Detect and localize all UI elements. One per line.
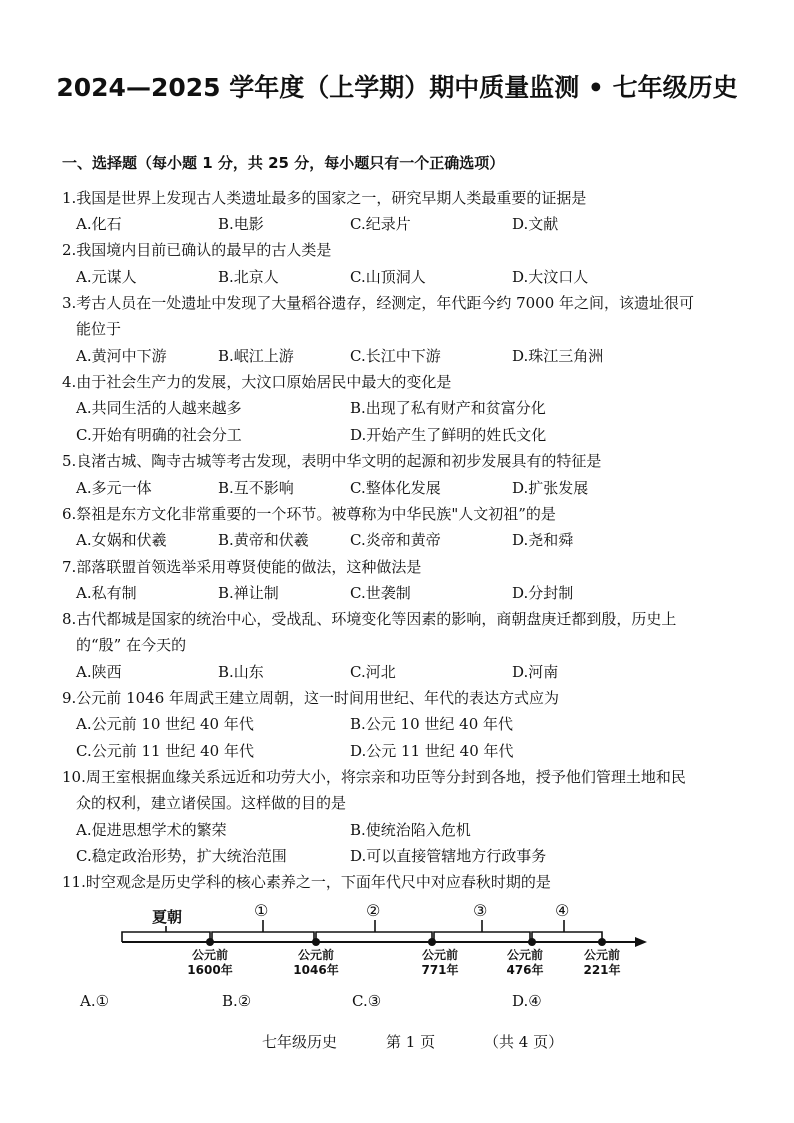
question-3-option-d: D.珠江三角洲: [512, 347, 604, 365]
question-3-option-c: C.长江中下游: [350, 347, 441, 365]
tick-label-1-line1: 公元前: [191, 948, 229, 962]
question-11-stem: 11.时空观念是历史学科的核心素养之一，下面年代尺中对应春秋时期的是: [62, 873, 551, 891]
question-2-option-b: B.北京人: [218, 268, 279, 286]
question-4-option-c: C.开始有明确的社会分工: [76, 426, 242, 444]
question-6-stem: 6.祭祖是东方文化非常重要的一个环节。被尊称为中华民族"人文初祖”的是: [62, 505, 556, 523]
tick-label-5-line2: 221年: [583, 963, 621, 977]
question-8-stem-line-2: 的“殷” 在今天的: [76, 636, 187, 654]
tick-label-2-line2: 1046年: [293, 963, 339, 977]
question-7-stem: 7.部落联盟首领选举采用尊贤使能的做法，这种做法是: [62, 558, 422, 576]
question-11-option-c: C.③: [352, 992, 382, 1010]
question-8-stem-line-1: 8.古代都城是国家的统治中心，受战乱、环境变化等因素的影响，商朝盘庚迁都到殷，历史上: [62, 610, 677, 628]
label-circle-2: ②: [366, 901, 381, 920]
question-10-option-b: B.使统治陷入危机: [350, 821, 471, 839]
label-circle-4: ④: [555, 901, 570, 920]
brace-4: [532, 932, 602, 942]
question-1-option-b: B.电影: [218, 215, 264, 233]
question-10-option-d: D.可以直接管辖地方行政事务: [350, 847, 547, 865]
question-6-option-a: A.女娲和伏羲: [76, 531, 167, 549]
question-8-option-b: B.山东: [218, 663, 264, 681]
question-6-option-d: D.尧和舜: [512, 531, 574, 549]
question-4-option-d: D.开始产生了鲜明的姓氏文化: [350, 426, 547, 444]
question-7-option-c: C.世袭制: [350, 584, 411, 602]
brace-2: [316, 932, 432, 942]
question-5-stem: 5.良渚古城、陶寺古城等考古发现，表明中华文明的起源和初步发展具有的特征是: [62, 452, 602, 470]
question-11-option-d: D.④: [512, 992, 542, 1010]
question-1-option-c: C.纪录片: [350, 215, 411, 233]
label-circle-1: ①: [254, 901, 269, 920]
question-7-option-d: D.分封制: [512, 584, 574, 602]
question-5-option-c: C.整体化发展: [350, 479, 441, 497]
tick-label-3-line1: 公元前: [421, 948, 459, 962]
question-2-stem: 2.我国境内目前已确认的最早的古人类是: [62, 241, 332, 259]
question-11-option-b: B.②: [222, 992, 252, 1010]
question-8-option-c: C.河北: [350, 663, 396, 681]
timeline-dot-1600: [206, 938, 214, 946]
question-2-option-a: A.元谋人: [76, 268, 137, 286]
question-3-option-b: B.岷江上游: [218, 347, 294, 365]
question-9-option-a: A.公元前 10 世纪 40 年代: [76, 715, 254, 733]
page-title: 2024—2025 学年度（上学期）期中质量监测 • 七年级历史: [56, 73, 738, 102]
question-5-option-d: D.扩张发展: [512, 479, 589, 497]
question-1-option-d: D.文献: [512, 215, 559, 233]
question-9-stem: 9.公元前 1046 年周武王建立周朝，这一时间用世纪、年代的表达方式应为: [62, 689, 560, 707]
tick-label-3-line2: 771年: [421, 963, 459, 977]
tick-label-4-line1: 公元前: [506, 948, 544, 962]
question-4-option-b: B.出现了私有财产和贫富分化: [350, 399, 546, 417]
question-3-stem-line-1: 3.考古人员在一处遗址中发现了大量稻谷遗存，经测定，年代距今约 7000 年之间，该遗址很可: [62, 294, 695, 312]
question-2-option-c: C.山顶洞人: [350, 268, 426, 286]
question-6-option-b: B.黄帝和伏羲: [218, 531, 309, 549]
footer-page-number: 第 1 页: [386, 1033, 436, 1051]
tick-label-2-line1: 公元前: [297, 948, 335, 962]
section-heading: 一、选择题（每小题 1 分，共 25 分，每小题只有一个正确选项）: [62, 154, 505, 172]
label-xia: 夏朝: [152, 908, 183, 926]
timeline-arrow: [635, 937, 647, 947]
tick-label-4-line2: 476年: [506, 963, 544, 977]
question-5-option-b: B.互不影响: [218, 479, 294, 497]
question-1-option-a: A.化石: [76, 215, 122, 233]
footer-total-pages: （共 4 页）: [484, 1033, 564, 1051]
question-2-option-d: D.大汶口人: [512, 268, 589, 286]
question-10-option-c: C.稳定政治形势，扩大统治范围: [76, 847, 287, 865]
tick-label-5-line1: 公元前: [583, 948, 621, 962]
question-6-option-c: C.炎帝和黄帝: [350, 531, 441, 549]
question-1-stem: 1.我国是世界上发现古人类遗址最多的国家之一，研究早期人类最重要的证据是: [62, 189, 587, 207]
question-7-option-b: B.禅让制: [218, 584, 279, 602]
question-10-option-a: A.促进思想学术的繁荣: [76, 821, 227, 839]
question-10-stem-line-1: 10.周王室根据血缘关系远近和功劳大小，将宗亲和功臣等分封到各地，授予他们管理土地和民: [62, 768, 686, 786]
question-8-option-a: A.陕西: [76, 663, 122, 681]
question-7-option-a: A.私有制: [76, 584, 137, 602]
question-10-stem-line-2: 众的权利，建立诸侯国。这样做的目的是: [76, 794, 347, 812]
label-circle-3: ③: [473, 901, 488, 920]
question-9-option-c: C.公元前 11 世纪 40 年代: [76, 742, 254, 760]
question-3-stem-line-2: 能位于: [76, 320, 122, 338]
question-8-option-d: D.河南: [512, 663, 559, 681]
brace-1: [212, 932, 314, 942]
brace-xia: [122, 932, 210, 942]
question-9-option-b: B.公元 10 世纪 40 年代: [350, 715, 514, 733]
question-4-stem: 4.由于社会生产力的发展，大汶口原始居民中最大的变化是: [62, 373, 452, 391]
timeline-dot-1046: [312, 938, 320, 946]
question-5-option-a: A.多元一体: [76, 479, 152, 497]
question-11-option-a: A.①: [80, 992, 110, 1010]
brace-3: [434, 932, 530, 942]
timeline-dot-476: [528, 938, 536, 946]
question-9-option-d: D.公元 11 世纪 40 年代: [350, 742, 514, 760]
timeline-dot-771: [428, 938, 436, 946]
question-3-option-a: A.黄河中下游: [76, 347, 167, 365]
timeline-diagram: [100, 896, 660, 986]
tick-label-1-line2: 1600年: [187, 963, 233, 977]
footer-subject: 七年级历史: [262, 1033, 338, 1051]
question-4-option-a: A.共同生活的人越来越多: [76, 399, 242, 417]
timeline-dot-221: [598, 938, 606, 946]
